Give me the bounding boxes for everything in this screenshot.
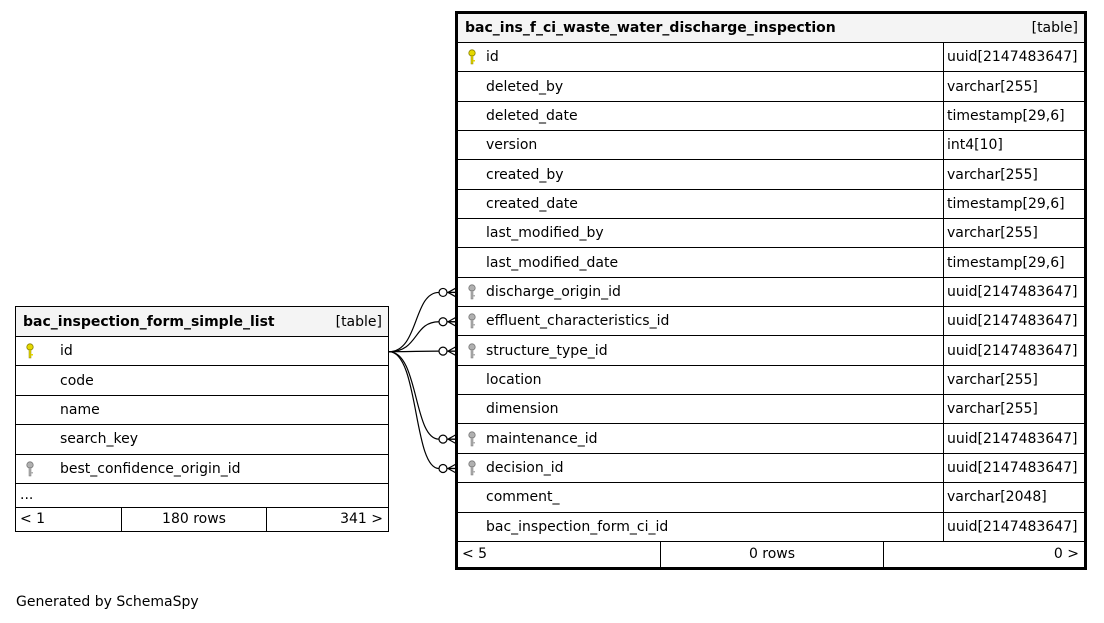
column-name: deleted_date: [486, 107, 578, 124]
foreign-key-icon: [458, 460, 486, 476]
column-name: name: [60, 401, 100, 418]
table-name: bac_inspection_form_simple_list: [23, 313, 275, 330]
column-name: best_confidence_origin_id: [60, 460, 241, 477]
parent-count: < 5: [462, 546, 488, 563]
column-row-code[interactable]: [16, 366, 388, 395]
foreign-key-icon: [458, 431, 486, 447]
primary-key-icon: [458, 49, 486, 65]
column-name: maintenance_id: [486, 430, 598, 447]
column-type: varchar[255]: [943, 160, 1084, 188]
column-row-bac-inspection-form-ci-id[interactable]: [458, 513, 1084, 542]
column-row-search-key[interactable]: [16, 425, 388, 454]
column-type: timestamp[29,6]: [943, 248, 1084, 276]
column-row-id[interactable]: [458, 43, 1084, 72]
parent-count: < 1: [20, 511, 46, 528]
column-name: id: [486, 49, 499, 66]
column-name: created_by: [486, 166, 564, 183]
column-type: varchar[2048]: [943, 483, 1084, 511]
column-name: location: [486, 371, 542, 388]
foreign-key-icon: [458, 343, 486, 359]
child-count: 341 >: [340, 511, 383, 528]
column-type: varchar[255]: [943, 366, 1084, 394]
column-type: uuid[2147483647]: [943, 424, 1084, 452]
child-count: 0 >: [1053, 546, 1079, 563]
column-row-maintenance-id[interactable]: [458, 424, 1084, 453]
column-type: uuid[2147483647]: [943, 278, 1084, 306]
column-type: varchar[255]: [943, 72, 1084, 100]
column-row-structure-type-id[interactable]: [458, 336, 1084, 365]
column-type: uuid[2147483647]: [943, 336, 1084, 364]
column-name: deleted_by: [486, 78, 564, 95]
column-row-version[interactable]: [458, 131, 1084, 160]
column-type: uuid[2147483647]: [943, 43, 1084, 71]
column-type: int4[10]: [943, 131, 1084, 159]
column-row-discharge-origin-id[interactable]: [458, 278, 1084, 307]
table-header: [458, 14, 1084, 43]
column-row-last-modified-by[interactable]: [458, 219, 1084, 248]
column-row-location[interactable]: [458, 366, 1084, 395]
table-name: bac_ins_f_ci_waste_water_discharge_inspection: [465, 20, 836, 36]
column-type: uuid[2147483647]: [943, 513, 1084, 541]
column-name: id: [60, 343, 73, 360]
column-row-created-by[interactable]: [458, 160, 1084, 189]
column-name: structure_type_id: [486, 342, 608, 359]
relationship-link-effluent-characteristics-id: [389, 317, 457, 352]
column-name: last_modified_date: [486, 254, 619, 271]
column-type: timestamp[29,6]: [943, 190, 1084, 218]
column-type: varchar[255]: [943, 395, 1084, 423]
table-footer: [458, 542, 1084, 567]
foreign-key-icon: [458, 313, 486, 329]
column-type: uuid[2147483647]: [943, 454, 1084, 482]
column-row-comment-[interactable]: [458, 483, 1084, 512]
foreign-key-icon: [16, 461, 44, 477]
column-name: bac_inspection_form_ci_id: [486, 518, 669, 535]
column-name: discharge_origin_id: [486, 283, 621, 300]
column-row-created-date[interactable]: [458, 190, 1084, 219]
column-name: dimension: [486, 401, 559, 418]
table-bac-ins-f-ci-waste-water-discharge-inspection[interactable]: [455, 11, 1087, 570]
table-type-tag: [table]: [1031, 20, 1078, 36]
column-list: [458, 43, 1084, 542]
relationship-link-maintenance-id: [389, 352, 457, 444]
table-bac-inspection-form-simple-list[interactable]: [15, 306, 389, 532]
column-list: [16, 337, 388, 484]
column-name: created_date: [486, 195, 578, 212]
column-row-best-confidence-origin-id[interactable]: [16, 455, 388, 484]
column-name: code: [60, 372, 94, 389]
column-name: search_key: [60, 431, 139, 448]
column-type: uuid[2147483647]: [943, 307, 1084, 335]
column-row-effluent-characteristics-id[interactable]: [458, 307, 1084, 336]
table-type-tag: [table]: [335, 313, 382, 330]
relationship-link-structure-type-id: [389, 346, 457, 356]
primary-key-icon: [16, 343, 44, 359]
row-count: 0 rows: [660, 542, 884, 567]
generated-by-note: Generated by SchemaSpy: [16, 594, 199, 610]
column-row-dimension[interactable]: [458, 395, 1084, 424]
more-columns-indicator: ...: [16, 484, 388, 508]
column-row-deleted-date[interactable]: [458, 102, 1084, 131]
column-name: last_modified_by: [486, 225, 604, 242]
column-name: comment_: [486, 489, 560, 506]
column-name: effluent_characteristics_id: [486, 313, 670, 330]
column-row-id[interactable]: [16, 337, 388, 366]
relationship-link-decision-id: [389, 352, 457, 474]
column-name: decision_id: [486, 459, 564, 476]
table-footer: [16, 508, 388, 531]
table-header: [16, 307, 388, 337]
column-type: varchar[255]: [943, 219, 1084, 247]
column-row-last-modified-date[interactable]: [458, 248, 1084, 277]
column-name: version: [486, 137, 538, 154]
row-count: 180 rows: [121, 508, 267, 531]
column-type: timestamp[29,6]: [943, 102, 1084, 130]
foreign-key-icon: [458, 284, 486, 300]
column-row-name[interactable]: [16, 396, 388, 425]
column-row-deleted-by[interactable]: [458, 72, 1084, 101]
column-row-decision-id[interactable]: [458, 454, 1084, 483]
